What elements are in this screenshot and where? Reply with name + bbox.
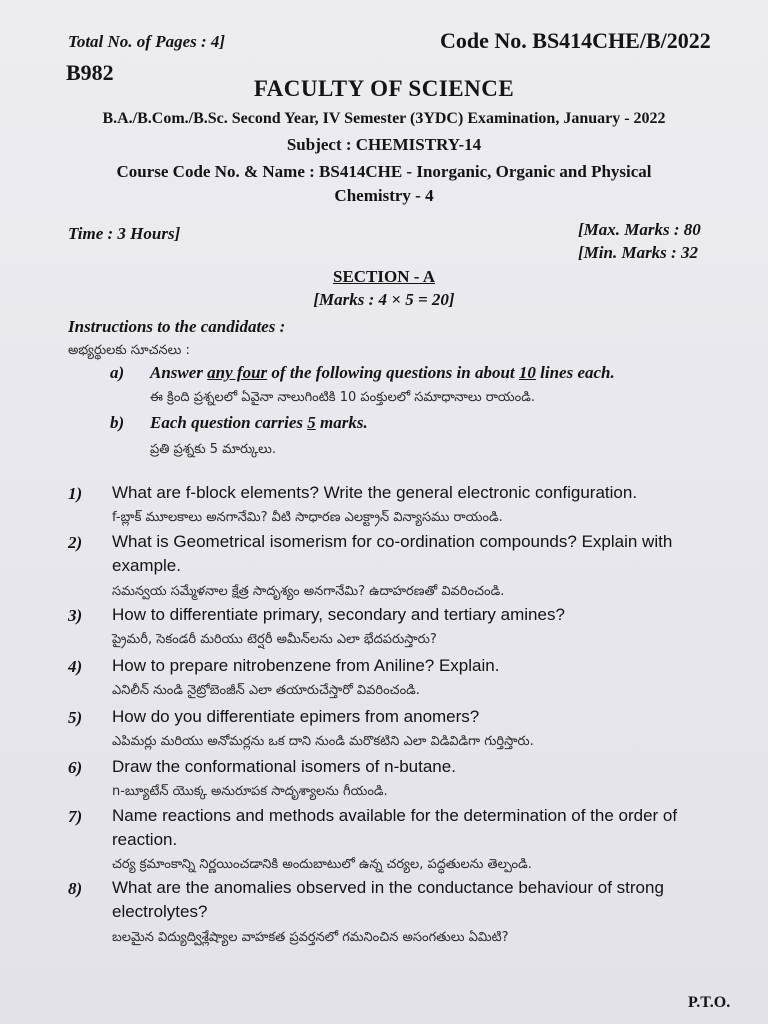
instructions-heading: Instructions to the candidates :: [68, 317, 286, 336]
question-2-telugu: సమన్వయ సమ్మేళనాల క్షేత్ర సాదృశ్యం అనగానేమి? ఉదాహరణతో వివరించండి.: [112, 584, 505, 599]
instruction-a-label: a): [110, 363, 125, 382]
question-4-text: How to prepare nitrobenzene from Aniline? Explain.: [112, 656, 500, 675]
question-3-number: 3): [68, 606, 83, 625]
course-line-1: Course Code No. & Name : BS414CHE - Inorganic, Organic and Physical: [116, 162, 652, 181]
section-marks: [Marks : 4 × 5 = 20]: [313, 290, 455, 309]
subject: Subject : CHEMISTRY-14: [286, 135, 482, 154]
course-line-2: Chemistry - 4: [334, 186, 434, 205]
question-6-number: 6): [68, 758, 83, 777]
question-6-telugu: n-బ్యూటేన్ యొక్క అనురూపక సాదృశ్యాలను గీయండి.: [112, 784, 388, 799]
question-1-text: What are f-block elements? Write the general electronic configuration.: [112, 483, 638, 502]
paper-id: B982: [66, 60, 114, 85]
code-number: Code No. BS414CHE/B/2022: [440, 28, 711, 53]
question-2-text-cont: example.: [112, 556, 181, 575]
instruction-b-label: b): [110, 413, 125, 432]
question-4-number: 4): [68, 657, 83, 676]
question-5-number: 5): [68, 708, 83, 727]
question-5-text: How do you differentiate epimers from anomers?: [112, 707, 480, 726]
question-8-number: 8): [68, 879, 83, 898]
question-8-telugu: బలమైన విద్యుద్విశ్లేష్యాల వాహకత ప్రవర్తనలో గమనించిన అసంగతులు ఏమిటి?: [112, 930, 509, 945]
exam-title: B.A./B.Com./B.Sc. Second Year, IV Semester (3YDC) Examination, January - 2022: [102, 110, 666, 127]
instruction-a: Answer any four of the following questions in about 10 lines each.: [150, 363, 615, 382]
instructions-heading-telugu: అభ్యర్థులకు సూచనలు :: [68, 343, 190, 358]
question-2-text: What is Geometrical isomerism for co-ordination compounds? Explain with: [112, 532, 673, 551]
question-5-telugu: ఎపిమర్లు మరియు అనోమర్లను ఒక దాని నుండి మరొకటిని ఎలా విడివిడిగా గుర్తిస్తారు.: [112, 734, 534, 749]
question-2-number: 2): [68, 533, 83, 552]
question-3-text: How to differentiate primary, secondary and tertiary amines?: [112, 605, 565, 624]
question-7-text-cont: reaction.: [112, 830, 178, 849]
faculty-title: FACULTY OF SCIENCE: [253, 76, 515, 101]
question-6-text: Draw the conformational isomers of n-butane.: [112, 757, 456, 776]
question-7-text: Name reactions and methods available for the determination of the order of: [112, 806, 678, 825]
max-marks: [Max. Marks : 80: [578, 220, 701, 239]
question-3-telugu: ప్రైమరీ, సెకండరీ మరియు టెర్షరీ అమీన్‌లను ఎలా భేదపరుస్తారు?: [112, 632, 437, 647]
question-1-telugu: f-బ్లాక్ మూలకాలు అనగానేమి? వీటి సాధారణ ఎలక్ట్రాన్ విన్యాసము రాయండి.: [112, 510, 503, 525]
question-7-telugu: చర్య క్రమాంకాన్ని నిర్ణయించడానికి అందుబాటులో ఉన్న చర్యల, పద్ధతులను తెల్పండి.: [112, 857, 532, 872]
instruction-a-telugu: ఈ క్రింది ప్రశ్నలలో ఏవైనా నాలుగింటికి 10 పంక్తులలో సమాధానాలు రాయండి.: [150, 390, 535, 405]
instruction-b: Each question carries 5 marks.: [150, 413, 368, 432]
section-title: SECTION - A: [332, 267, 436, 286]
min-marks: [Min. Marks : 32: [578, 243, 698, 262]
question-8-text-cont: electrolytes?: [112, 902, 208, 921]
question-8-text: What are the anomalies observed in the conductance behaviour of strong: [112, 878, 664, 897]
total-pages: Total No. of Pages : 4]: [68, 32, 226, 51]
question-7-number: 7): [68, 807, 83, 826]
please-turn-over: P.T.O.: [688, 994, 731, 1011]
question-1-number: 1): [68, 484, 83, 503]
time-allowed: Time : 3 Hours]: [68, 224, 181, 243]
question-4-telugu: ఎనిలీన్ నుండి నైట్రోబెంజీన్ ఎలా తయారుచేస్తారో వివరించండి.: [112, 683, 420, 698]
instruction-b-telugu: ప్రతి ప్రశ్నకు 5 మార్కులు.: [150, 442, 276, 457]
